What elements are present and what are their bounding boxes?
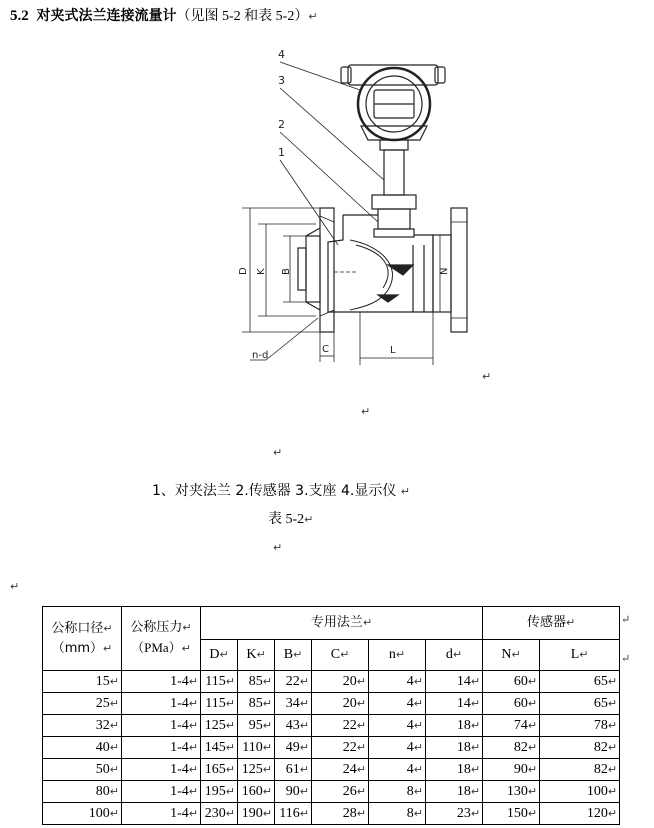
table-cell: 4↵ — [369, 737, 426, 759]
table-cell: 65↵ — [540, 693, 620, 715]
paragraph-mark: ↵ — [273, 541, 283, 554]
table-cell: 125↵ — [201, 715, 238, 737]
table-cell: 190↵ — [238, 803, 275, 825]
table-cell: 1-4↵ — [122, 671, 201, 693]
table-cell: 80↵ — [43, 781, 122, 803]
col-header-k: K↵ — [238, 640, 275, 671]
table-cell: 4↵ — [369, 759, 426, 781]
table-cell: 20↵ — [312, 693, 369, 715]
dim-label-c: C — [322, 344, 329, 355]
table-cell: 61↵ — [275, 759, 312, 781]
table-cell: 34↵ — [275, 693, 312, 715]
col-header-n-sensor: N↵ — [483, 640, 540, 671]
table-cell: 14↵ — [426, 671, 483, 693]
col-header-d-hole: d↵ — [426, 640, 483, 671]
table-cell: 230↵ — [201, 803, 238, 825]
table-cell: 22↵ — [275, 671, 312, 693]
paragraph-mark: ↵ — [10, 580, 20, 593]
table-cell: 1-4↵ — [122, 759, 201, 781]
table-cell: 82↵ — [483, 737, 540, 759]
table-cell: 110↵ — [238, 737, 275, 759]
table-cell: 120↵ — [540, 803, 620, 825]
table-cell: 1-4↵ — [122, 803, 201, 825]
table-cell: 145↵ — [201, 737, 238, 759]
section-reference: （见图 5-2 和表 5-2） — [176, 9, 309, 24]
table-cell: 165↵ — [201, 759, 238, 781]
table-cell: 195↵ — [201, 781, 238, 803]
paragraph-mark: ↵ — [308, 10, 318, 23]
table-cell: 130↵ — [483, 781, 540, 803]
table-row — [43, 715, 620, 737]
display-head — [341, 65, 445, 140]
dim-label-nd: n-d — [252, 350, 269, 361]
callout-3: 3 — [278, 74, 285, 87]
dimension-lines — [242, 208, 440, 365]
paragraph-mark: ↵ — [361, 405, 371, 418]
table-cell: 100↵ — [43, 803, 122, 825]
section-heading — [10, 5, 318, 25]
table-cell: 4↵ — [369, 715, 426, 737]
dim-label-d: D — [238, 267, 249, 275]
col-header-n: n↵ — [369, 640, 426, 671]
table-cell: 1-4↵ — [122, 715, 201, 737]
paragraph-mark: ↵ — [400, 485, 411, 498]
col-header-d-outer: D↵ — [201, 640, 238, 671]
callout-4: 4 — [278, 48, 285, 61]
table-cell: 90↵ — [483, 759, 540, 781]
table-cell: 14↵ — [426, 693, 483, 715]
spec-table — [42, 606, 620, 825]
paragraph-mark: ↵ — [482, 370, 492, 383]
table-cell: 125↵ — [238, 759, 275, 781]
table-row — [43, 781, 620, 803]
dim-label-k: K — [256, 268, 267, 275]
table-row — [43, 803, 620, 825]
table-label-text: 表 5-2 — [268, 512, 305, 527]
table-cell: 15↵ — [43, 671, 122, 693]
dim-label-b: B — [281, 268, 292, 275]
table-cell: 8↵ — [369, 781, 426, 803]
table-cell: 116↵ — [275, 803, 312, 825]
paragraph-mark: ↵ — [304, 513, 314, 526]
table-cell: 18↵ — [426, 781, 483, 803]
table-cell: 32↵ — [43, 715, 122, 737]
table-cell: 43↵ — [275, 715, 312, 737]
table-cell: 40↵ — [43, 737, 122, 759]
table-cell: 26↵ — [312, 781, 369, 803]
table-cell: 1-4↵ — [122, 781, 201, 803]
table-cell: 18↵ — [426, 737, 483, 759]
table-cell: 100↵ — [540, 781, 620, 803]
col-header-c: C↵ — [312, 640, 369, 671]
table-cell: 23↵ — [426, 803, 483, 825]
table-cell: 82↵ — [540, 759, 620, 781]
table-cell: 28↵ — [312, 803, 369, 825]
header-dn: 公称口径↵ （mm）↵ — [43, 607, 122, 671]
section-title: 对夹式法兰连接流量计 — [36, 8, 177, 24]
section-number: 5.2 — [10, 8, 29, 24]
caption-text: 1、对夹法兰 2.传感器 3.支座 4.显示仪 — [152, 483, 397, 499]
paragraph-mark: ↵ — [273, 446, 283, 459]
table-row — [43, 737, 620, 759]
table-cell: 50↵ — [43, 759, 122, 781]
table-cell: 160↵ — [238, 781, 275, 803]
table-cell: 74↵ — [483, 715, 540, 737]
table-cell: 85↵ — [238, 671, 275, 693]
flowmeter-drawing — [228, 40, 478, 375]
table-cell: 90↵ — [275, 781, 312, 803]
callout-2: 2 — [278, 118, 285, 131]
table-cell: 1-4↵ — [122, 693, 201, 715]
col-header-l: L↵ — [540, 640, 620, 671]
table-cell: 24↵ — [312, 759, 369, 781]
table-cell: 65↵ — [540, 671, 620, 693]
table-cell: 4↵ — [369, 693, 426, 715]
table-cell: 60↵ — [483, 671, 540, 693]
table-cell: 115↵ — [201, 671, 238, 693]
paragraph-mark: ↵ — [621, 614, 631, 626]
callout-leaders — [280, 62, 384, 245]
table-row — [43, 671, 620, 693]
table-cell: 1-4↵ — [122, 737, 201, 759]
callout-1: 1 — [278, 146, 285, 159]
table-cell: 82↵ — [540, 737, 620, 759]
table-cell: 18↵ — [426, 715, 483, 737]
paragraph-mark: ↵ — [621, 653, 631, 665]
table-cell: 25↵ — [43, 693, 122, 715]
col-header-b: B↵ — [275, 640, 312, 671]
header-pn: 公称压力↵ （PMa）↵ — [122, 607, 201, 671]
header-row-groups — [43, 607, 620, 640]
table-cell: 150↵ — [483, 803, 540, 825]
table-cell: 115↵ — [201, 693, 238, 715]
table-cell: 20↵ — [312, 671, 369, 693]
table-row — [43, 693, 620, 715]
dim-label-l: L — [390, 345, 396, 356]
header-flange-group: 专用法兰↵ — [201, 607, 483, 640]
table-cell: 18↵ — [426, 759, 483, 781]
support-stem — [372, 140, 416, 237]
table-cell: 78↵ — [540, 715, 620, 737]
table-cell: 85↵ — [238, 693, 275, 715]
table-cell: 22↵ — [312, 737, 369, 759]
table-cell: 22↵ — [312, 715, 369, 737]
table-cell: 49↵ — [275, 737, 312, 759]
figure-caption — [152, 480, 410, 500]
table-cell: 60↵ — [483, 693, 540, 715]
table-row — [43, 759, 620, 781]
table-cell: 8↵ — [369, 803, 426, 825]
header-sensor-group: 传感器↵ — [483, 607, 620, 640]
dim-label-n: N — [439, 267, 450, 275]
table-label — [268, 508, 313, 528]
table-cell: 4↵ — [369, 671, 426, 693]
table-cell: 95↵ — [238, 715, 275, 737]
